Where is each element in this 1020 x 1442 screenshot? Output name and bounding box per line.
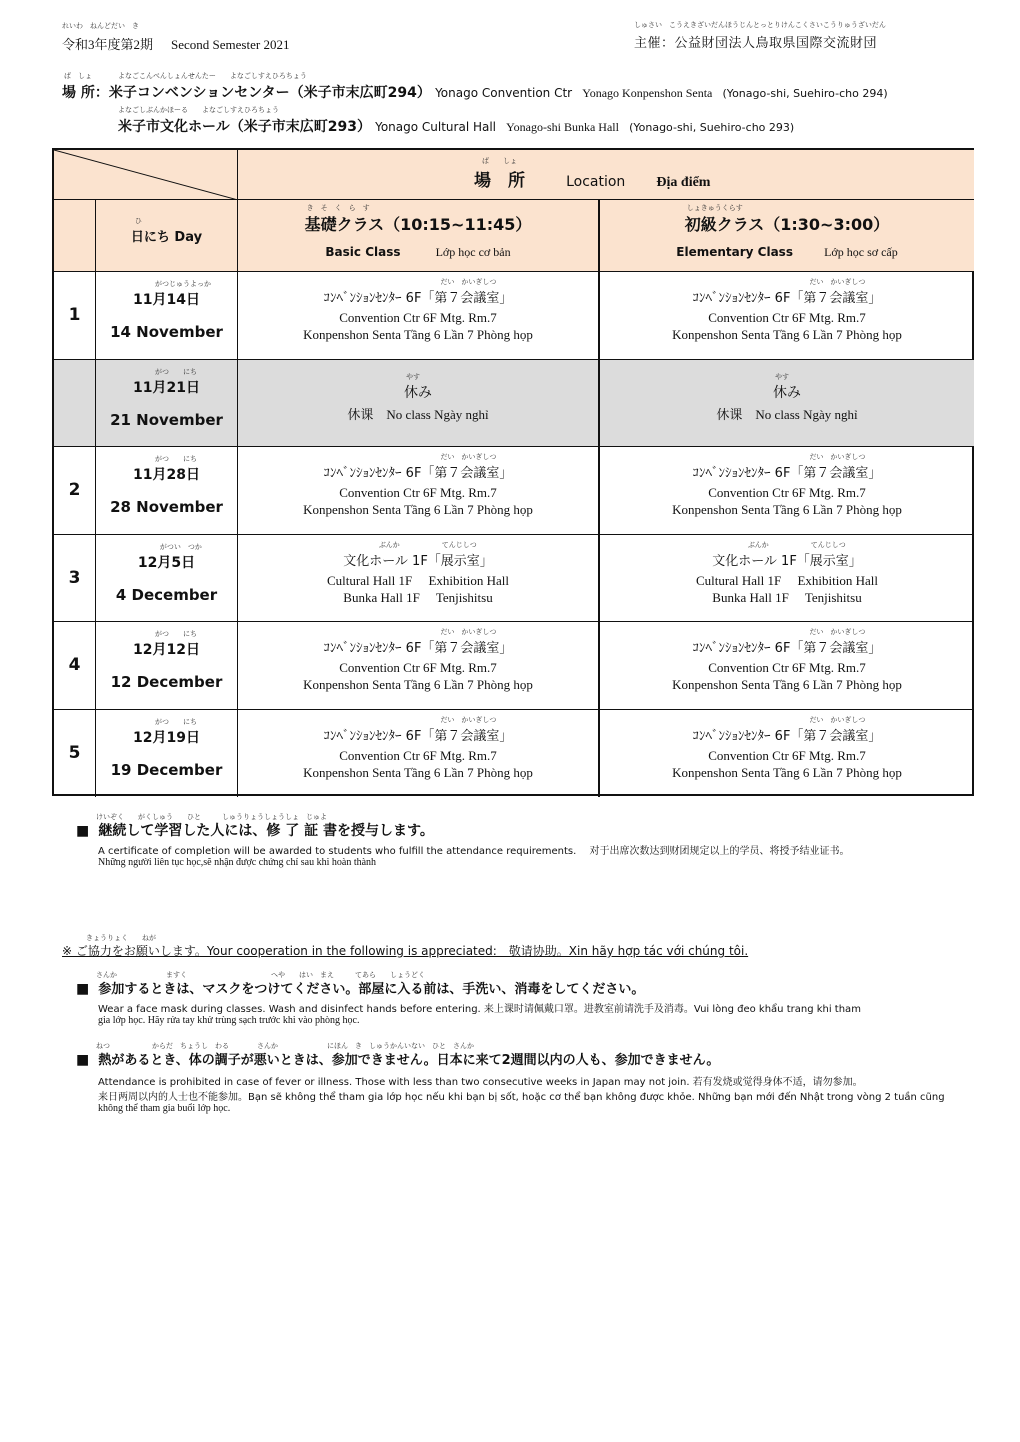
basic-class-cell <box>238 360 600 448</box>
date-en: 21 November <box>110 410 223 429</box>
room-jp: ｺﾝﾍﾞﾝｼｮﾝｾﾝﾀｰ 6F「第７会議室」 <box>692 641 882 657</box>
item1-line <box>76 978 644 997</box>
rest-sub: 休课 No class Ngày nghỉ <box>716 407 858 423</box>
date-en: 19 December <box>110 761 223 780</box>
room-ruby: だい かいぎしつ <box>440 278 497 287</box>
day-ruby: ひ <box>134 217 142 225</box>
day-header <box>96 200 238 272</box>
item2-line2: 来日两周以内的人士也不能参加。Bạn sẽ không thể tham gia lớp học nếu khi bạn bị sốt, hoặc cơ thể bạn không được khỏe. Những bạn mới đến Nhật trong vòng 2 tuần cũng <box>98 1092 945 1103</box>
basic-vi: Lớp học cơ bản <box>435 244 511 259</box>
basic-class-cell <box>238 272 600 360</box>
room-jp: ｺﾝﾍﾞﾝｼｮﾝｾﾝﾀｰ 6F「第７会議室」 <box>323 729 513 745</box>
room-ruby: だい かいぎしつ <box>440 628 497 637</box>
venue1-ruby: よなごこんべんしょんせんたー よなごしすえひろちょう <box>118 72 307 80</box>
place-ruby: ば しょ <box>482 157 517 165</box>
table-row-date <box>96 360 238 448</box>
venue1-romaji: Yonago Konpenshon Senta <box>582 86 713 100</box>
date-en: 12 December <box>110 673 223 692</box>
row-number: 3 <box>68 567 81 588</box>
venue1-addr: (Yonago-shi, Suehiro-cho 294) <box>722 87 888 100</box>
basic-class-cell <box>238 447 600 535</box>
date-ruby: がつ にち <box>155 455 198 464</box>
schedule-table <box>52 148 974 796</box>
room-en: Cultural Hall 1F Exhibition Hall <box>696 572 878 588</box>
room-ruby: だい かいぎしつ <box>809 628 866 637</box>
location-header <box>238 150 974 200</box>
elementary-class-header <box>600 200 974 272</box>
room-en: Convention Ctr 6F Mtg. Rm.7 <box>708 660 866 676</box>
room-ruby: ぶんか てんじしつ <box>378 540 477 549</box>
elementary-class-cell <box>600 447 974 535</box>
table-row-number <box>54 535 96 623</box>
basic-en: Basic Class <box>325 244 401 259</box>
corner-cell <box>54 150 238 200</box>
venue2-romaji: Yonago-shi Bunka Hall <box>506 120 619 134</box>
basic-title: 基礎クラス（10:15~11:45） <box>304 214 532 234</box>
organizer: 主催：公益財団法人鳥取県国際交流財団 <box>634 36 878 51</box>
date-ruby: がつ にち <box>155 718 198 727</box>
date-jp: 12月5日 <box>137 554 196 571</box>
rest-jp: 休み <box>404 385 432 402</box>
date-en: 14 November <box>110 323 223 342</box>
table-row-date <box>96 447 238 535</box>
date-jp: 11月28日 <box>133 467 200 484</box>
elem-vi: Lớp học sơ cấp <box>824 244 898 259</box>
room-vi: Konpenshon Senta Tầng 6 Lần 7 Phòng họp <box>672 502 902 518</box>
elem-ruby: しょきゅうくらす <box>686 203 743 212</box>
room-en: Convention Ctr 6F Mtg. Rm.7 <box>339 310 497 326</box>
table-row-number <box>54 622 96 710</box>
room-en: Convention Ctr 6F Mtg. Rm.7 <box>708 748 866 764</box>
bullet-icon: ■ <box>76 823 90 839</box>
semester-en: Second Semester 2021 <box>171 37 290 52</box>
venue2-en: Yonago Cultural Hall <box>375 120 497 134</box>
room-jp: ｺﾝﾍﾞﾝｼｮﾝｾﾝﾀｰ 6F「第７会議室」 <box>323 466 513 482</box>
year-ruby: れいわ ねんどだい き <box>62 22 139 30</box>
item2-line <box>76 1049 719 1068</box>
room-jp: ｺﾝﾍﾞﾝｼｮﾝｾﾝﾀｰ 6F「第７会議室」 <box>692 291 882 307</box>
room-jp: ｺﾝﾍﾞﾝｼｮﾝｾﾝﾀｰ 6F「第７会議室」 <box>323 641 513 657</box>
date-en: 28 November <box>110 498 223 517</box>
venue2-line <box>118 116 794 136</box>
rest-sub: 休课 No class Ngày nghỉ <box>347 407 489 423</box>
diagonal-line <box>54 150 238 200</box>
table-row-number <box>54 272 96 360</box>
date-ruby: がつ にち <box>155 367 198 376</box>
bullet-icon: ■ <box>76 981 90 997</box>
rest-ruby: やす <box>775 373 789 382</box>
year-jp: 令和3年度第2期 <box>62 37 154 52</box>
date-jp: 11月21日 <box>133 379 200 396</box>
room-en: Convention Ctr 6F Mtg. Rm.7 <box>339 660 497 676</box>
room-ruby: ぶんか てんじしつ <box>747 540 846 549</box>
table-row-number <box>54 710 96 798</box>
place-vi: Địa điểm <box>656 175 711 190</box>
room-ruby: だい かいぎしつ <box>809 278 866 287</box>
cooperation-ruby: きょうりょく ねが <box>86 934 156 942</box>
room-ruby: だい かいぎしつ <box>809 453 866 462</box>
organizer-ruby: しゅさい こうえきざいだんほうじんとっとりけんこくさいこうりゅうざいだん <box>634 21 886 29</box>
place-jp: 場 所 <box>474 171 525 191</box>
certificate-vi: Những người liên tục học,sẽ nhận được chứng chỉ sau khi hoàn thành <box>98 857 377 868</box>
row-number: 1 <box>68 305 81 326</box>
room-vi: Konpenshon Senta Tầng 6 Lần 7 Phòng họp <box>672 765 902 781</box>
rest-ruby: やす <box>406 373 420 382</box>
room-vi: Konpenshon Senta Tầng 6 Lần 7 Phòng họp <box>303 327 533 343</box>
day-label: 日にち Day <box>130 230 203 245</box>
table-row-date <box>96 272 238 360</box>
room-vi: Bunka Hall 1F Tenjishitsu <box>712 589 862 605</box>
semester-header <box>62 34 289 53</box>
item2-jp: 熱があるとき、体の調子が悪いときは、参加できません。日本に来て2週間以内の人も、参加できません。 <box>98 1053 720 1068</box>
basic-ruby: き そ く ら す <box>306 203 370 212</box>
elem-title: 初級クラス（1:30~3:00） <box>684 214 890 234</box>
elementary-class-cell <box>600 360 974 448</box>
venue1-en: Yonago Convention Ctr <box>435 86 573 100</box>
row-number: 2 <box>68 480 81 501</box>
room-vi: Konpenshon Senta Tầng 6 Lần 7 Phòng họp <box>672 327 902 343</box>
venue1-line <box>62 82 888 102</box>
room-jp: ｺﾝﾍﾞﾝｼｮﾝｾﾝﾀｰ 6F「第７会議室」 <box>692 729 882 745</box>
venue2-addr: (Yonago-shi, Suehiro-cho 293) <box>629 121 795 134</box>
table-row-date <box>96 622 238 710</box>
room-en: Convention Ctr 6F Mtg. Rm.7 <box>708 310 866 326</box>
bullet-icon: ■ <box>76 1052 90 1068</box>
item2-line1: Attendance is prohibited in case of fever or illness. Those with less than two consecutive weeks in Japan may not join. 若有发烧或觉得身体不适，请勿参加。 <box>98 1077 863 1088</box>
elementary-class-cell <box>600 622 974 710</box>
room-en: Convention Ctr 6F Mtg. Rm.7 <box>708 485 866 501</box>
basic-class-cell <box>238 535 600 623</box>
date-jp: 11月14日 <box>133 292 200 309</box>
table-row-date <box>96 535 238 623</box>
place-en: Location <box>566 174 626 190</box>
num-header <box>54 200 96 272</box>
date-jp: 12月12日 <box>133 642 200 659</box>
room-vi: Konpenshon Senta Tầng 6 Lần 7 Phòng họp <box>303 677 533 693</box>
room-vi: Konpenshon Senta Tầng 6 Lần 7 Phòng họp <box>303 765 533 781</box>
room-vi: Bunka Hall 1F Tenjishitsu <box>343 589 493 605</box>
room-en: Cultural Hall 1F Exhibition Hall <box>327 572 509 588</box>
room-vi: Konpenshon Senta Tầng 6 Lần 7 Phòng họp <box>672 677 902 693</box>
elementary-class-cell <box>600 535 974 623</box>
item1-line1: Wear a face mask during classes. Wash and disinfect hands before entering. 来上课时请佩戴口罩。进教室前请洗手及消毒。Vui lòng đeo khẩu trang khi tham <box>98 1004 861 1015</box>
row-number: 5 <box>68 743 81 764</box>
room-en: Convention Ctr 6F Mtg. Rm.7 <box>339 748 497 764</box>
rest-jp: 休み <box>773 385 801 402</box>
location-label-ruby: ば しょ <box>64 72 92 80</box>
elementary-class-cell <box>600 710 974 798</box>
certificate-jp: 継続して学習した人には、修 了 証 書を授与します。 <box>98 823 434 839</box>
room-jp: ｺﾝﾍﾞﾝｼｮﾝｾﾝﾀｰ 6F「第７会議室」 <box>323 291 513 307</box>
cooperation-title: ※ ご協力をお願いします。Your cooperation in the following is appreciated: 敬请协助。Xin hãy hợp tác với chúng tôi. <box>62 944 749 958</box>
location-label: 場 所： <box>62 85 109 101</box>
certificate-line <box>76 820 434 840</box>
basic-class-cell <box>238 622 600 710</box>
table-row-number <box>54 360 96 448</box>
item1-line2: gia lớp học. Hãy rửa tay khử trùng sạch trước khi vào phòng học. <box>98 1015 360 1026</box>
basic-class-header <box>238 200 600 272</box>
date-jp: 12月19日 <box>133 730 200 747</box>
table-row-date <box>96 710 238 798</box>
room-ruby: だい かいぎしつ <box>440 716 497 725</box>
basic-class-cell <box>238 710 600 798</box>
room-jp: 文化ホール 1F「展示室」 <box>343 553 493 569</box>
elementary-class-cell <box>600 272 974 360</box>
room-ruby: だい かいぎしつ <box>809 716 866 725</box>
date-ruby: がつい つか <box>159 542 202 551</box>
row-number: 4 <box>68 655 81 676</box>
room-jp: ｺﾝﾍﾞﾝｼｮﾝｾﾝﾀｰ 6F「第７会議室」 <box>692 466 882 482</box>
venue1-jp: 米子コンベンションセンター（米子市末広町294） <box>108 85 431 101</box>
elem-en: Elementary Class <box>676 244 793 259</box>
item2-line3: không thể tham gia buổi lớp học. <box>98 1103 231 1114</box>
date-en: 4 December <box>115 585 218 604</box>
table-row-number <box>54 447 96 535</box>
room-jp: 文化ホール 1F「展示室」 <box>712 553 862 569</box>
room-en: Convention Ctr 6F Mtg. Rm.7 <box>339 485 497 501</box>
item1-ruby: さんか ますく へや はい まえ てあら しょうどく <box>96 971 425 979</box>
item2-ruby: ねつ からだ ちょうし わる さんか にほん き しゅうかんいない ひと さんか <box>96 1042 474 1050</box>
date-ruby: がつ にち <box>155 630 198 639</box>
date-ruby: がつじゅうよっか <box>155 280 212 289</box>
certificate-en-zh: A certificate of completion will be awarded to students who fulfill the attendance requirements. 对于出席次数达到财团规定以上的学员、将授予结业证书。 <box>98 846 850 857</box>
room-ruby: だい かいぎしつ <box>440 453 497 462</box>
venue2-ruby: よなごしぶんかほーる よなごしすえひろちょう <box>118 106 279 114</box>
room-vi: Konpenshon Senta Tầng 6 Lần 7 Phòng họp <box>303 502 533 518</box>
certificate-ruby: けいぞく がくしゅう ひと しゅうりょうしょうしょ じゅよ <box>96 813 327 821</box>
venue2-jp: 米子市文化ホール（米子市末広町293） <box>118 119 371 135</box>
item1-jp: 参加するときは、マスクをつけてください。部屋に入る前は、手洗い、消毒をしてください。 <box>98 982 645 997</box>
